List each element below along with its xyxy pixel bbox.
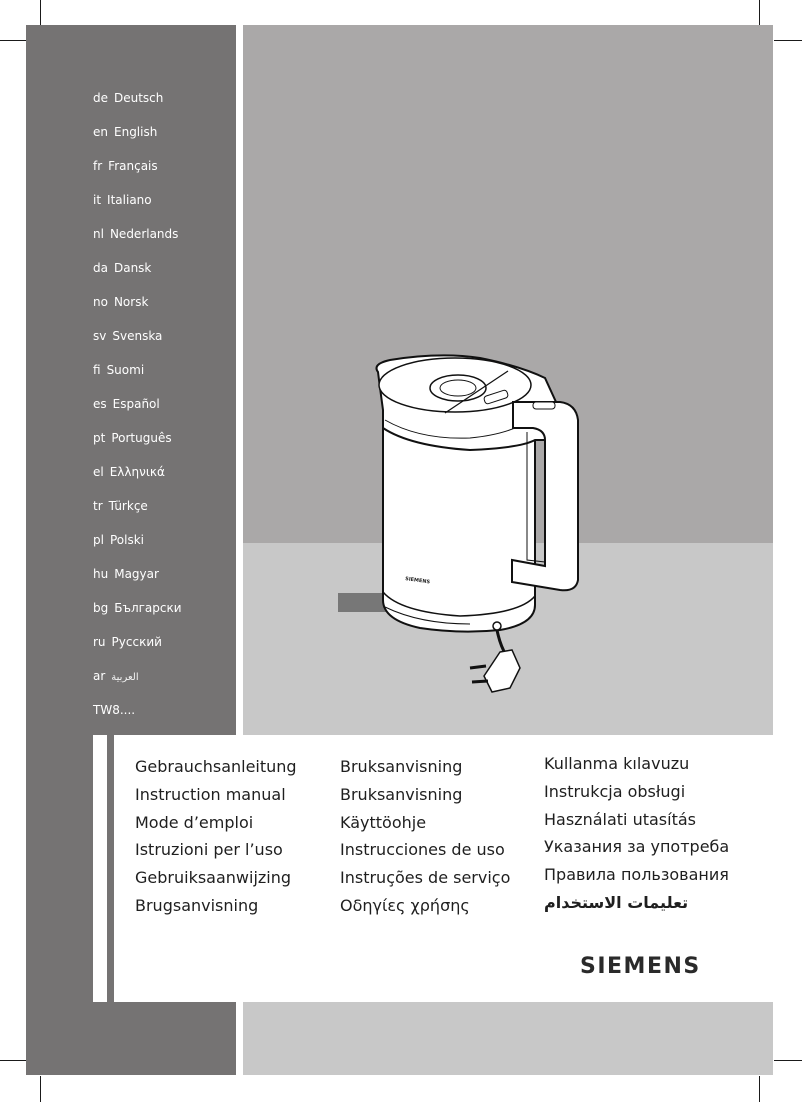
title-pt: Instruções de serviço [340, 868, 511, 888]
language-item-hu: hu Magyar [93, 567, 159, 581]
language-item-fr: fr Français [93, 159, 158, 173]
title-it: Istruzioni per l’uso [135, 840, 283, 860]
crop-mark-top-left-v [40, 0, 41, 25]
title-es: Instrucciones de uso [340, 840, 505, 860]
language-item-ru: ru Русский [93, 635, 162, 649]
title-sv: Bruksanvisning [340, 784, 463, 804]
language-item-de: de Deutsch [93, 91, 164, 105]
language-item-tr: tr Türkçe [93, 499, 148, 513]
manual-titles-col3 [544, 752, 729, 919]
language-item-bg: bg Български [93, 601, 182, 615]
crop-mark-bottom-right-v [759, 1076, 760, 1102]
language-item-fi: fi Suomi [93, 363, 145, 377]
crop-mark-top-right-h [774, 40, 802, 41]
bottom-light-block [243, 1002, 773, 1075]
title-no: Bruksanvisning [340, 757, 463, 776]
title-nl: Gebruiksaanwijzing [135, 868, 292, 888]
crop-mark-top-left-h [0, 40, 26, 41]
crop-mark-bottom-left-h [0, 1060, 26, 1061]
kettle-brand-label: SIEMENS [404, 576, 431, 586]
title-pl: Instrukcja obsługi [544, 781, 686, 801]
title-ar: تعليمات الاستخدام [544, 892, 689, 912]
crop-mark-top-right-v [759, 0, 760, 25]
bottom-dark-block [26, 1002, 236, 1075]
title-fr: Mode d’emploi [135, 812, 254, 832]
language-item-it: it Italiano [93, 193, 152, 207]
title-ru: Правила пользования [544, 865, 729, 885]
title-el: Οδηγίες χρήσης [340, 895, 470, 915]
manual-titles-col2 [340, 755, 510, 922]
language-item-el: el Ελληνικά [93, 465, 165, 479]
title-en: Instruction manual [135, 784, 286, 804]
crop-mark-bottom-right-h [774, 1060, 802, 1061]
language-item-pt: pt Português [93, 431, 172, 445]
left-band-stripe [107, 735, 114, 1002]
language-item-pl: pl Polski [93, 533, 144, 547]
model-number: TW8.... [93, 703, 136, 717]
language-list [93, 90, 182, 702]
siemens-logo: SIEMENS [580, 954, 701, 979]
kettle-illustration [243, 25, 773, 735]
language-item-ar: ar العربية [93, 669, 139, 683]
title-hu: Használati utasítás [544, 809, 696, 829]
title-tr: Kullanma kılavuzu [544, 754, 690, 773]
title-bg: Указания за употреба [544, 837, 730, 857]
language-item-da: da Dansk [93, 261, 152, 275]
language-item-es: es Español [93, 397, 160, 411]
language-item-en: en English [93, 125, 158, 139]
title-fi: Käyttöohje [340, 812, 427, 832]
language-item-no: no Norsk [93, 295, 149, 309]
language-item-sv: sv Svenska [93, 329, 163, 343]
title-da: Brugsanvisning [135, 895, 259, 915]
crop-mark-bottom-left-v [40, 1076, 41, 1102]
title-de: Gebrauchsanleitung [135, 757, 297, 776]
manual-titles-col1 [135, 755, 297, 922]
language-item-nl: nl Nederlands [93, 227, 179, 241]
left-band-block [26, 735, 93, 1002]
